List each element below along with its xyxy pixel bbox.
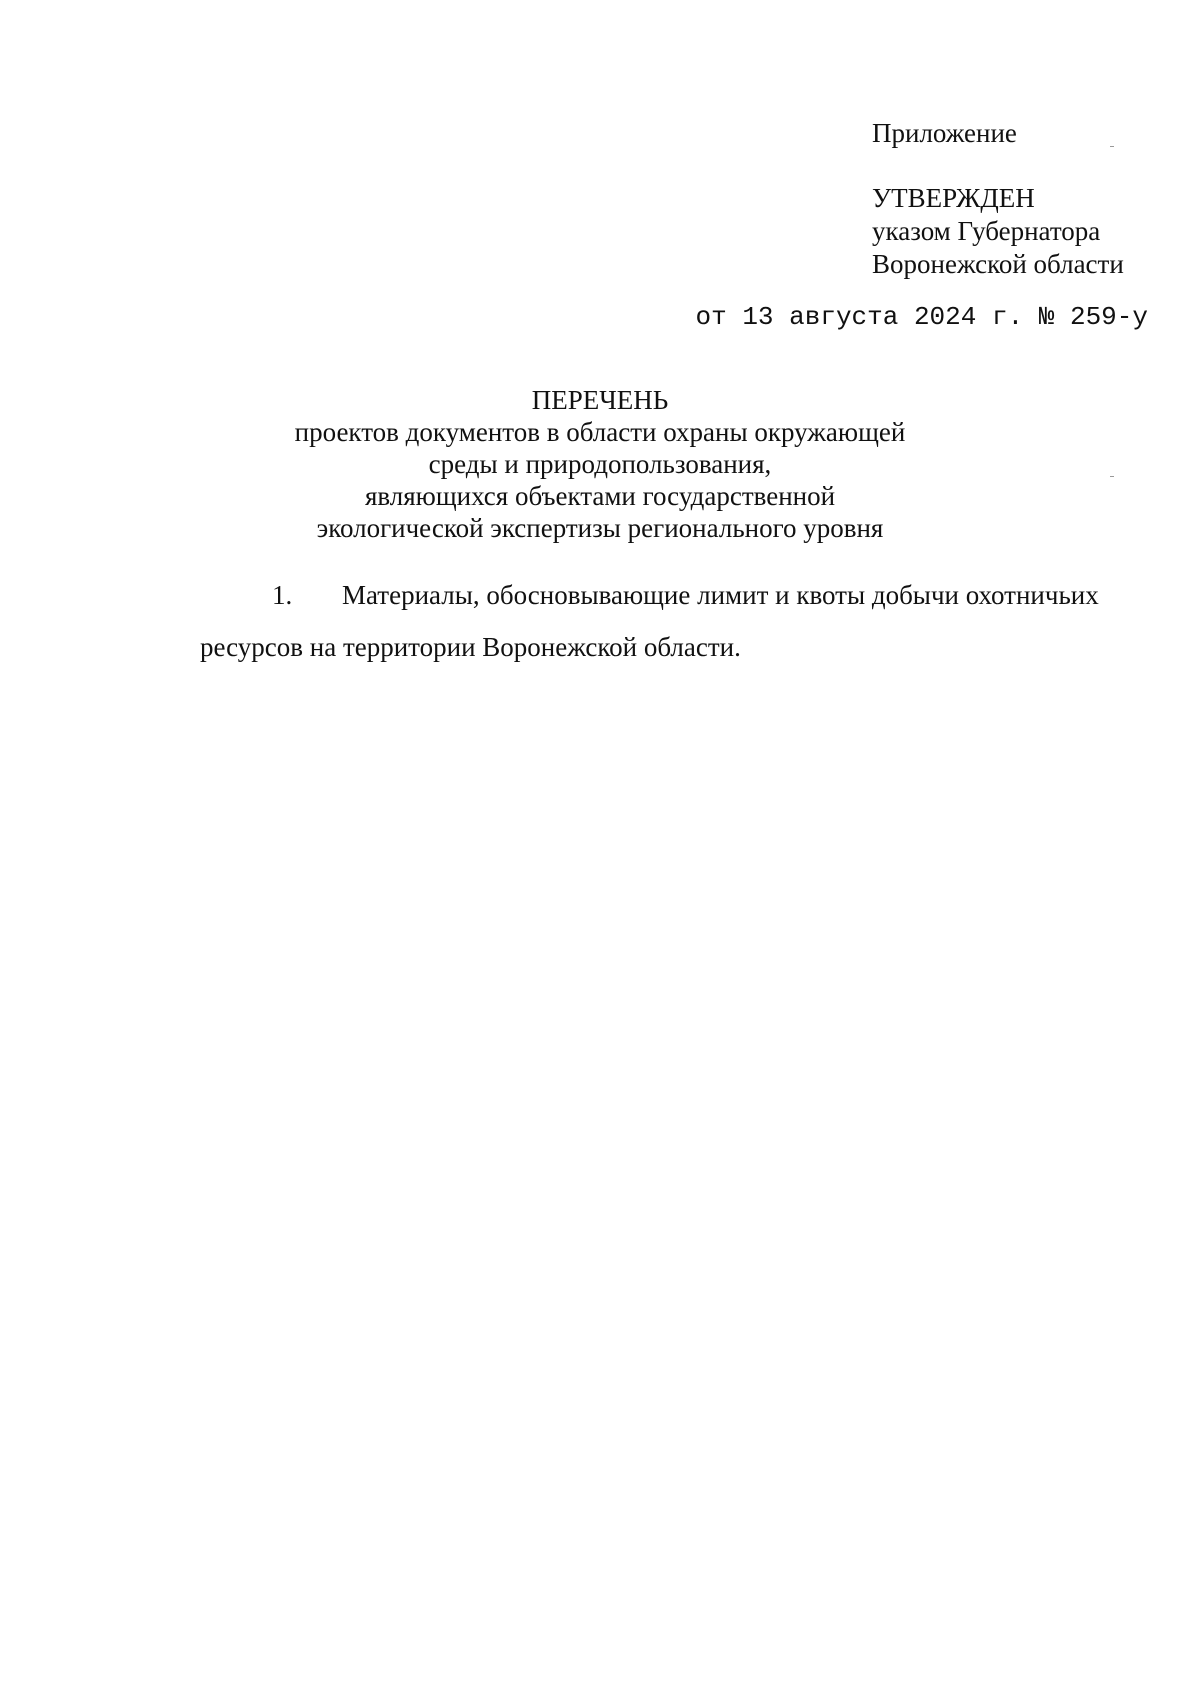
document-title [230, 384, 970, 544]
title-heading: ПЕРЕЧЕНЬ [531, 385, 669, 415]
approved-by-decree: указом Губернатора [872, 216, 1101, 246]
title-line: экологической экспертизы регионального уровня [316, 513, 884, 543]
list-item-number: 1. [272, 580, 293, 610]
list-item-continuation: ресурсов на территории Воронежской области. [200, 632, 741, 662]
scan-speck [1110, 476, 1114, 477]
approval-block [872, 182, 1124, 281]
decree-date-number: от 13 августа 2024 г. № 259-у [695, 302, 1148, 332]
title-line: проектов документов в области охраны окружающей [294, 417, 906, 447]
approved-word: УТВЕРЖДЕН [872, 183, 1035, 213]
title-line: являющихся объектами государственной [364, 481, 836, 511]
list-item-first-line [200, 578, 1146, 612]
scan-speck [1110, 146, 1114, 147]
title-line: среды и природопользования, [428, 449, 772, 479]
list-item-text: Материалы, обосновывающие лимит и квоты добычи охотничьих [342, 580, 1099, 610]
appendix-label: Приложение [872, 118, 1017, 148]
list-item [200, 578, 1146, 664]
approved-region: Воронежской области [872, 249, 1124, 279]
